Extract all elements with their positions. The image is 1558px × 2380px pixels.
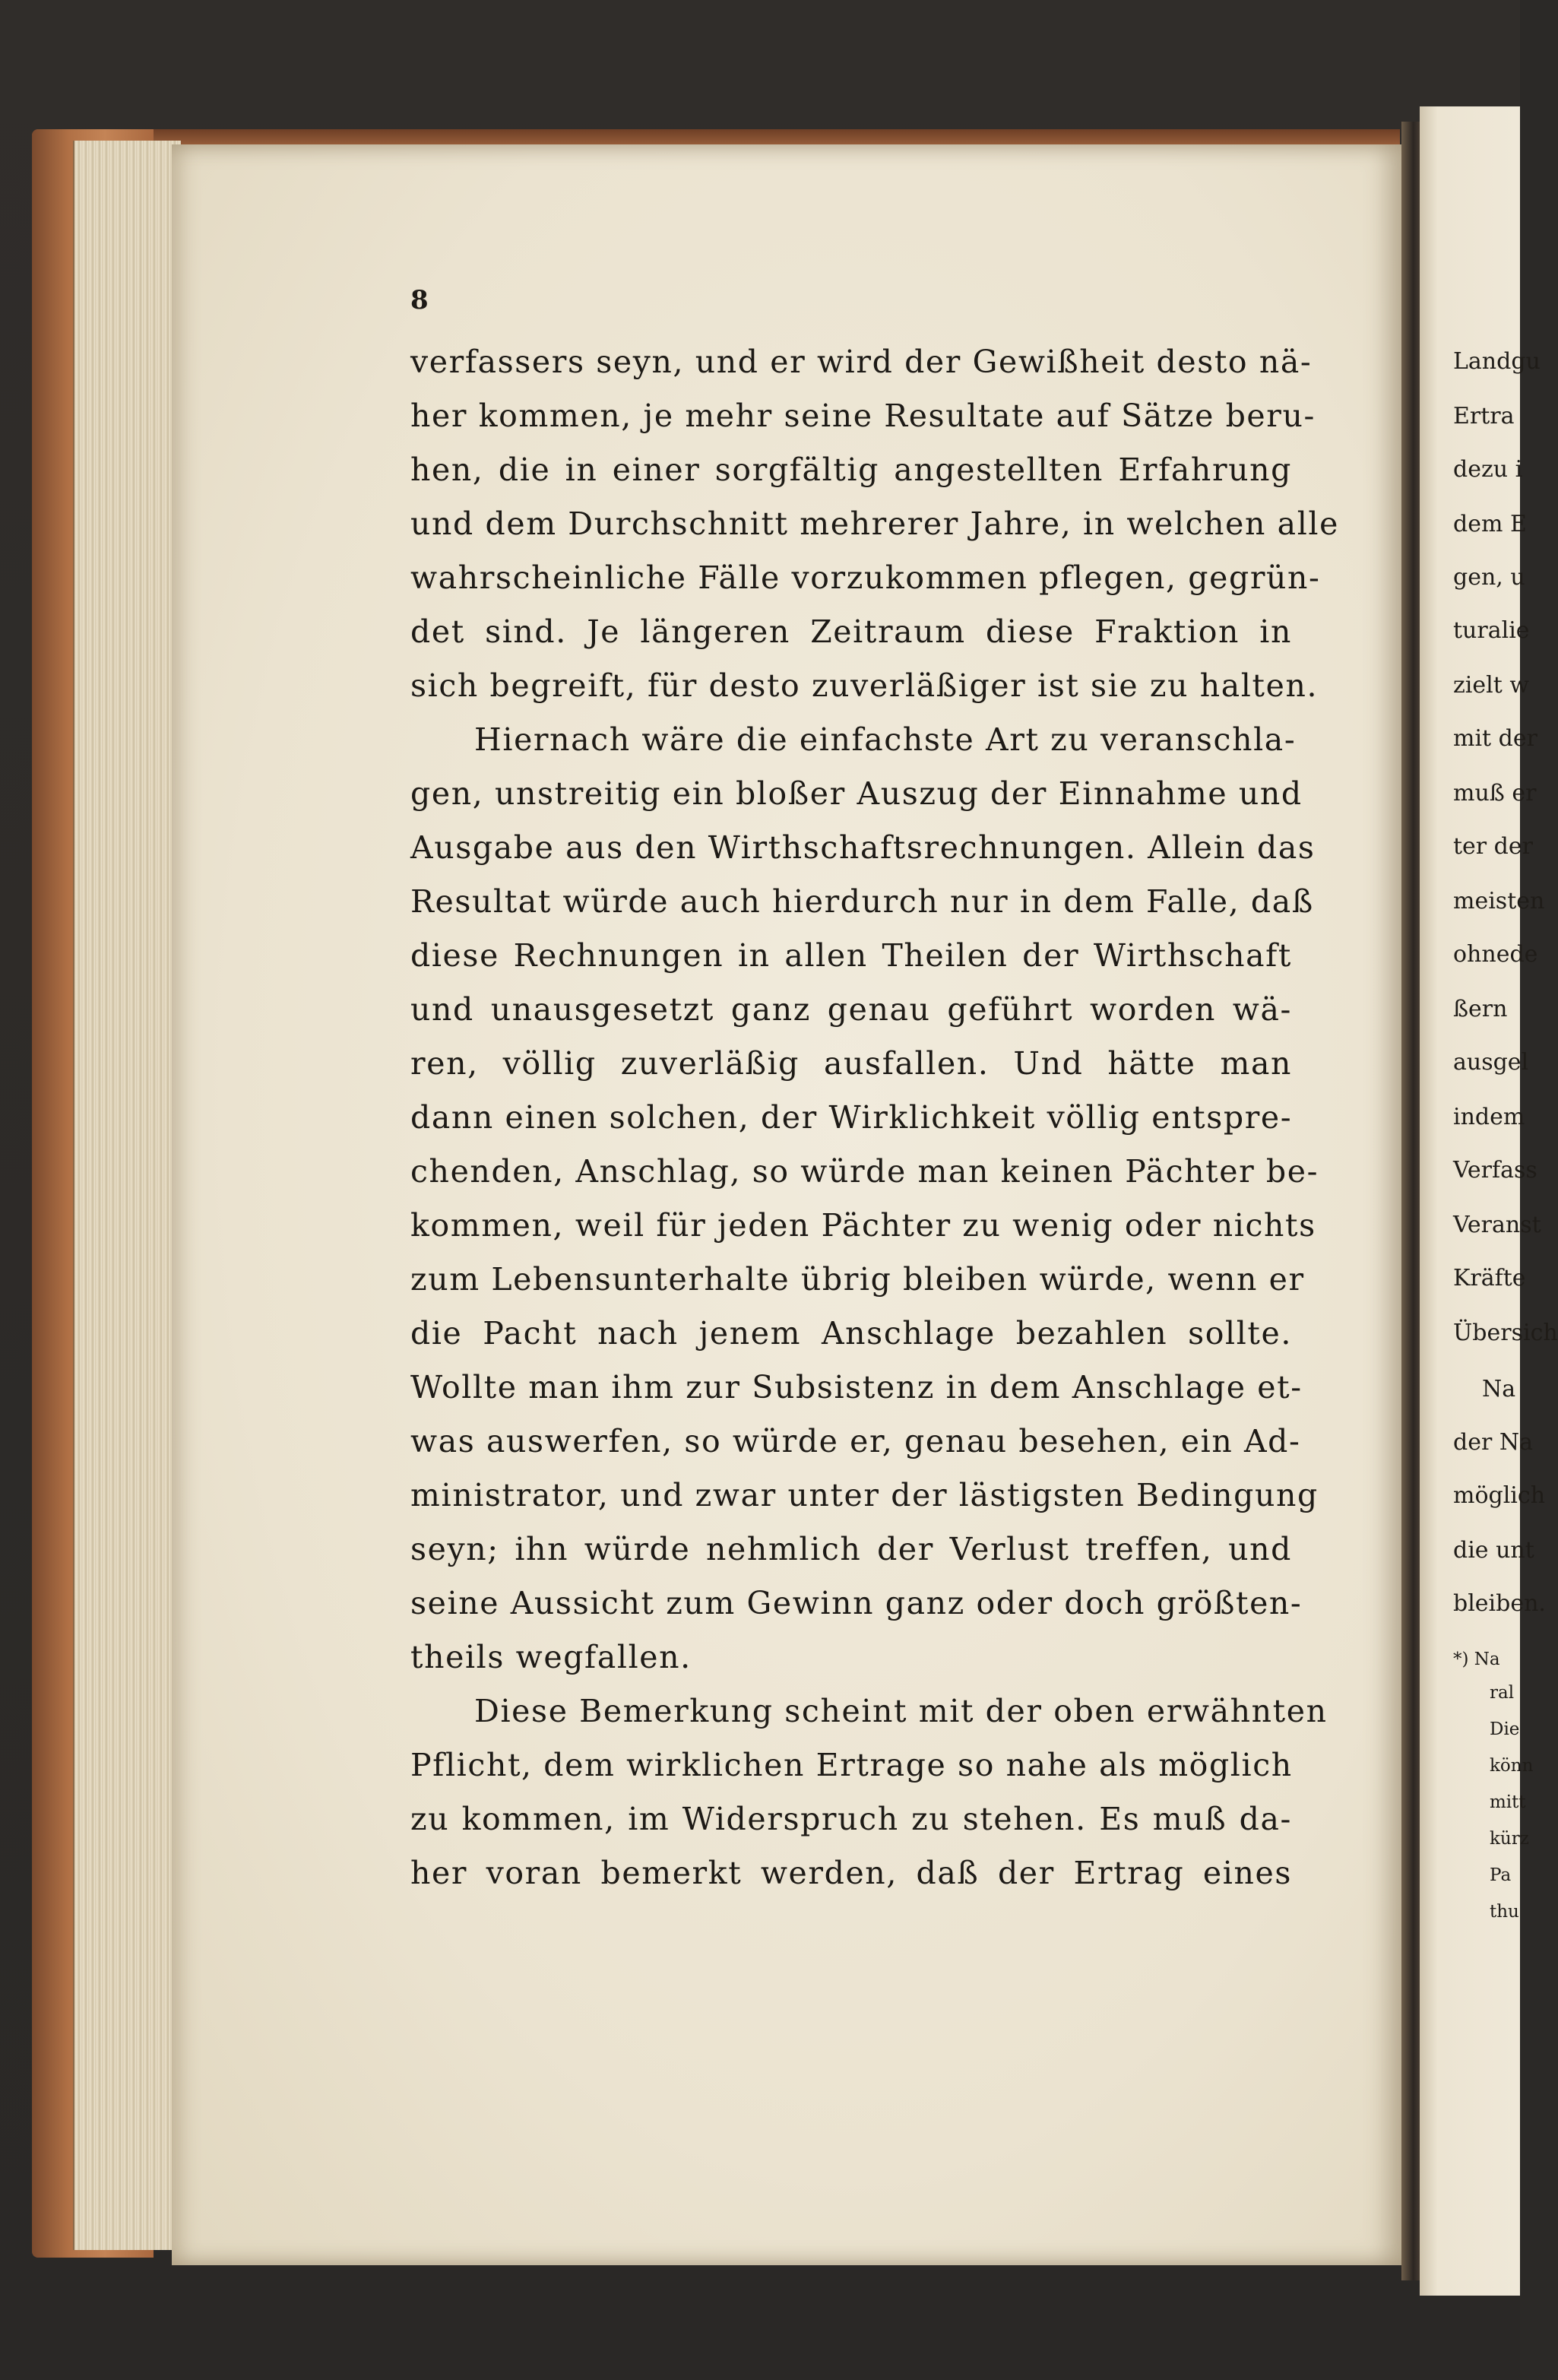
fragment-line: Kräfte — [1453, 1265, 1526, 1291]
fragment-line: ßern — [1453, 996, 1508, 1022]
fragment-line: Landgu — [1453, 348, 1541, 375]
fragment-note-line: thu — [1490, 1902, 1519, 1922]
text-line: Wollte man ihm zur Subsistenz in dem Anschlage et- — [410, 1369, 1303, 1405]
text-line: sich begreift, für desto zuverläßiger ist sie zu halten. — [410, 667, 1319, 704]
text-line: hen, die in einer sorgfältig angestellten Erfahrung — [410, 452, 1292, 488]
fragment-line: möglich — [1453, 1482, 1546, 1509]
text-line: zum Lebensunterhalte übrig bleiben würde, wenn er — [410, 1261, 1305, 1298]
text-line: ren, völlig zuverläßig ausfallen. Und hätte man — [410, 1045, 1292, 1082]
text-line: seine Aussicht zum Gewinn ganz oder doch größten- — [410, 1585, 1303, 1621]
fragment-line: Veranst — [1453, 1212, 1541, 1238]
fragment-line: muß er — [1453, 780, 1537, 807]
text-line: kommen, weil für jeden Pächter zu wenig oder nichts — [410, 1207, 1316, 1244]
text-line: dann einen solchen, der Wirklichkeit völlig entspre- — [410, 1099, 1293, 1136]
page-block-edges — [73, 141, 181, 2250]
text-line: verfassers seyn, und er wird der Gewißheit desto nä- — [410, 344, 1313, 380]
fragment-line: meisten — [1453, 888, 1545, 914]
text-line: chenden, Anschlag, so würde man keinen Pächter be- — [410, 1153, 1319, 1190]
text-line: wahrscheinliche Fälle vorzukommen pflegen, gegrün- — [410, 559, 1321, 596]
text-line: Ausgabe aus den Wirthschaftsrechnungen. Allein das — [410, 829, 1316, 866]
fragment-line: ohnede — [1453, 941, 1538, 968]
text-line: Pflicht, dem wirklichen Ertrage so nahe als möglich — [410, 1747, 1293, 1783]
text-line: was auswerfen, so würde er, genau besehen, ein Ad- — [410, 1423, 1301, 1459]
fragment-line: Verfass — [1453, 1157, 1537, 1184]
fragment-note-line: kürz — [1490, 1829, 1529, 1849]
text-line: ministrator, und zwar unter der lästigsten Bedingung — [410, 1477, 1319, 1513]
fragment-note-line: Die — [1490, 1719, 1520, 1739]
text-line: det sind. Je längeren Zeitraum diese Fraktion in — [410, 613, 1292, 650]
fragment-line: turalie — [1453, 617, 1530, 644]
text-line: seyn; ihn würde nehmlich der Verlust treffen, und — [410, 1531, 1292, 1567]
text-line: Resultat würde auch hierdurch nur in dem Falle, daß — [410, 883, 1314, 920]
fragment-note-line: ral — [1490, 1683, 1515, 1703]
fragment-line: Übersich — [1453, 1320, 1558, 1346]
text-line: her kommen, je mehr seine Resultate auf Sätze beru- — [410, 398, 1316, 434]
fragment-line: ausgel — [1453, 1049, 1529, 1076]
fragment-line: mit der — [1453, 725, 1537, 752]
fragment-line: die unt — [1453, 1537, 1534, 1564]
fragment-note-line: könn — [1490, 1756, 1534, 1776]
fragment-note-line: *) Na — [1453, 1650, 1500, 1669]
fragment-line: indem — [1453, 1104, 1525, 1130]
page-number: 8 — [410, 285, 429, 315]
text-line: Diese Bemerkung scheint mit der oben erwähnten — [474, 1693, 1328, 1729]
text-line: Hiernach wäre die einfachste Art zu veranschla- — [474, 721, 1297, 758]
fragment-note-line: Pa — [1490, 1865, 1512, 1885]
text-line: zu kommen, im Widerspruch zu stehen. Es muß da- — [410, 1801, 1292, 1837]
text-line: und unausgesetzt ganz genau geführt worden wä- — [410, 991, 1292, 1028]
text-line: und dem Durchschnitt mehrerer Jahre, in welchen alle — [410, 505, 1340, 542]
fragment-line: dem E — [1453, 511, 1527, 537]
facing-page-fragment — [1420, 106, 1523, 2296]
text-line: die Pacht nach jenem Anschlage bezahlen sollte. — [410, 1315, 1292, 1352]
book-gutter — [1401, 122, 1421, 2280]
text-line: gen, unstreitig ein bloßer Auszug der Einnahme und — [410, 775, 1303, 812]
fragment-line: zielt w — [1453, 672, 1530, 699]
text-line: diese Rechnungen in allen Theilen der Wirthschaft — [410, 937, 1292, 974]
fragment-line: ter der — [1453, 833, 1533, 860]
text-line: her voran bemerkt werden, daß der Ertrag eines — [410, 1855, 1292, 1891]
fragment-line: dezu i — [1453, 456, 1523, 483]
fragment-note-line: mitt — [1490, 1792, 1526, 1812]
fragment-line: bleiben. — [1453, 1590, 1546, 1617]
text-line: theils wegfallen. — [410, 1639, 692, 1675]
fragment-line: der Na — [1453, 1429, 1533, 1456]
fragment-line: Na — [1482, 1376, 1516, 1402]
fragment-line: gen, u — [1453, 564, 1525, 591]
fragment-line: Ertra — [1453, 403, 1515, 429]
